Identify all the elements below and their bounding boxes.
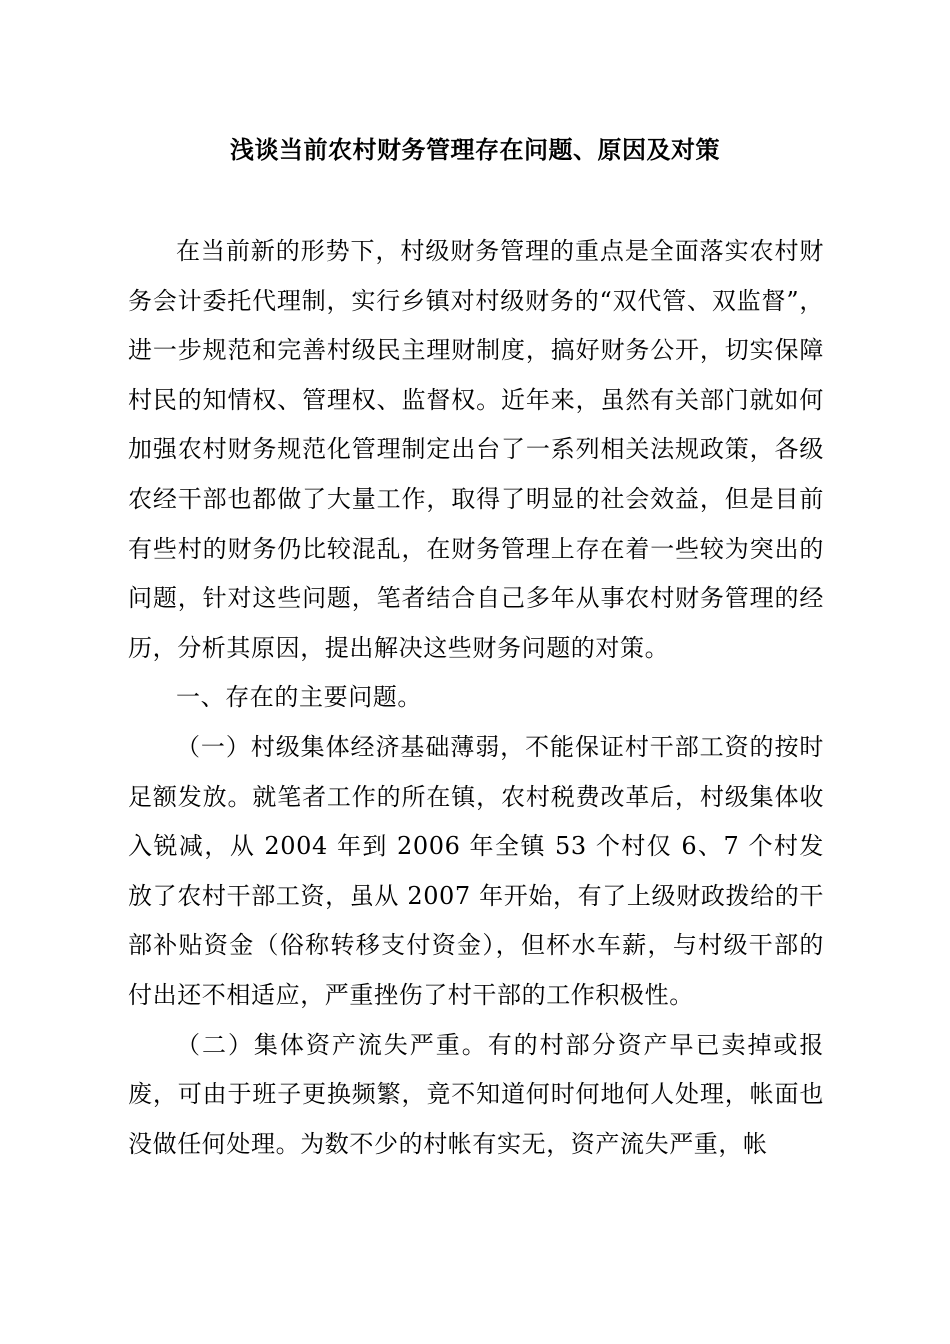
document-title: 浅谈当前农村财务管理存在问题、原因及对策 xyxy=(230,135,720,164)
paragraph-problem-2: （二）集体资产流失严重。有的村部分资产早已卖掉或报废，可由于班子更换频繁，竟不知道何时何地何人处理，帐面也没做任何处理。为数不少的村帐有实无，资产流失严重，帐 xyxy=(128,1030,824,1158)
paragraph-intro: 在当前新的形势下，村级财务管理的重点是全面落实农村财务会计委托代理制，实行乡镇对村级财务的“双代管、双监督”，进一步规范和完善村级民主理财制度，搞好财务公开，切实保障村民的知情权、管理权、监督权。近年来，虽然有关部门就如何加强农村财务规范化管理制定出台了一系列相关法规政策，各级农经干部也都做了大量工作，取得了明显的社会效益，但是目前有些村的财务仍比较混乱，在财务管理上存在着一些较为突出的问题，针对这些问题，笔者结合自己多年从事农村财务管理的经历，分析其原因，提出解决这些财务问题的对策。 xyxy=(128,237,824,662)
section-heading-main-problems: 一、存在的主要问题。 xyxy=(176,683,422,712)
paragraph-problem-1: （一）村级集体经济基础薄弱，不能保证村干部工资的按时足额发放。就笔者工作的所在镇，农村税费改革后，村级集体收入锐减，从 2004 年到 2006 年全镇 53 个村仅 6、7 个村发放了农村干部工资，虽从 2007 年开始，有了上级财政拨给的干部补贴资金（俗称转移支付资金），但杯水车薪，与村级干部的付出还不相适应，严重挫伤了村干部的工作积极性。 xyxy=(128,732,824,1009)
document-body xyxy=(128,227,824,1169)
